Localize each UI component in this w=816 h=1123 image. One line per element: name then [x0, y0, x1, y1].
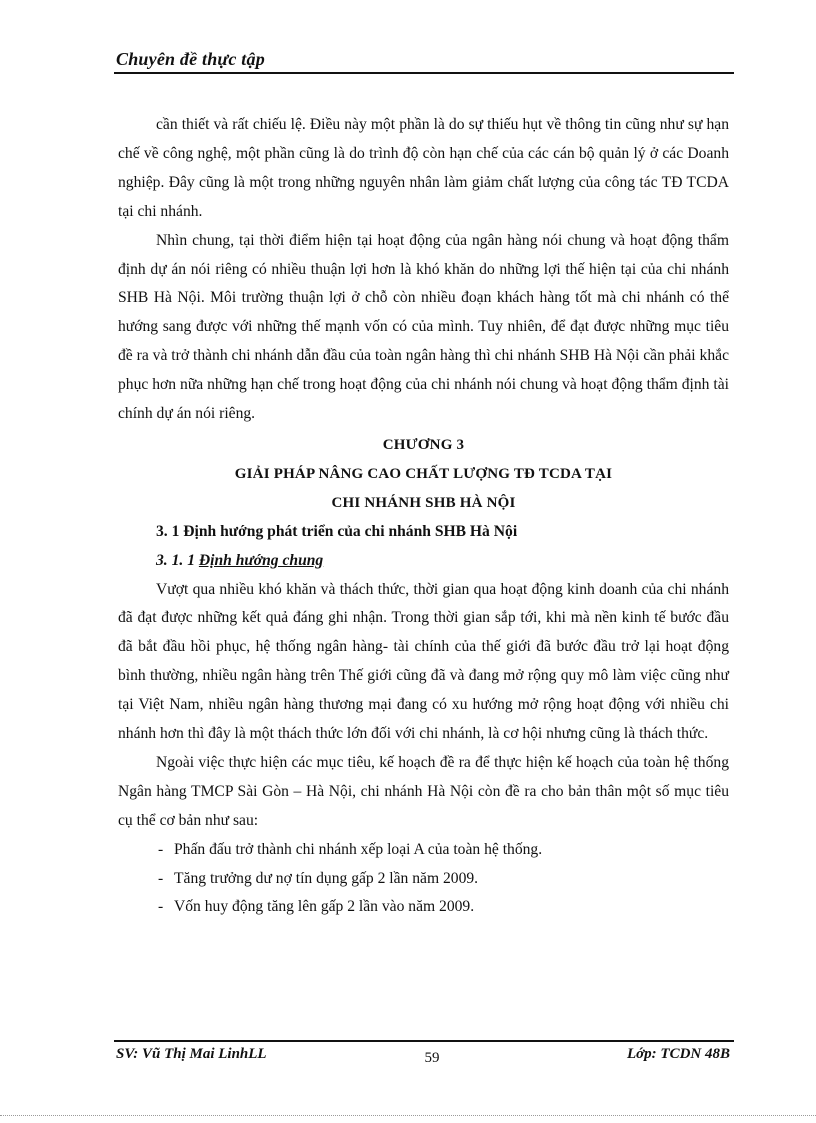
header-rule	[114, 72, 734, 74]
goals-list	[118, 836, 729, 923]
header-title: Chuyên đề thực tập	[116, 49, 265, 69]
section-heading: 3. 1 Định hướng phát triển của chi nhánh SHB Hà Nội	[156, 522, 518, 540]
subsection-heading	[118, 547, 729, 576]
chapter-title-line-2: CHI NHÁNH SHB HÀ NỘI	[331, 494, 516, 511]
list-item	[118, 865, 729, 894]
page-number: 59	[424, 1050, 440, 1066]
list-dash: -	[158, 898, 164, 916]
footer-student: SV: Vũ Thị Mai LinhLL	[116, 1046, 267, 1062]
document-body	[118, 111, 729, 922]
list-item-text: Tăng trưởng dư nợ tín dụng gấp 2 lần năm 2009.	[174, 869, 479, 887]
chapter-title-line-1: GIẢI PHÁP NÂNG CAO CHẤT LƯỢNG TĐ TCDA TẠI	[234, 465, 613, 482]
chapter-number: CHƯƠNG 3	[382, 436, 465, 453]
list-dash: -	[158, 840, 164, 858]
page-edge-divider	[0, 1115, 816, 1116]
footer-rule	[114, 1040, 734, 1042]
list-dash: -	[158, 869, 164, 887]
subsection-title: Định hướng chung	[198, 551, 324, 569]
subsection-number: 3. 1. 1	[156, 551, 199, 569]
paragraph-1: cần thiết và rất chiếu lệ. Điều này một phần là do sự thiếu hụt về thông tin cũng như sự hạn chế về công nghệ, một phần cũng là do trình độ còn hạn chế của các cán bộ quản lý ở các Doanh nghiệp. Đây cũng là một trong những nguyên nhân làm giảm chất lượng của công tác TĐ TCDA tại chi nhánh.	[118, 116, 729, 220]
list-item-text: Vốn huy động tăng lên gấp 2 lần vào năm 2009.	[174, 898, 475, 916]
footer-class: Lớp: TCDN 48B	[626, 1046, 730, 1062]
list-item-text: Phấn đấu trở thành chi nhánh xếp loại A của toàn hệ thống.	[174, 840, 543, 858]
paragraph-4: Ngoài việc thực hiện các mục tiêu, kế hoạch đề ra để thực hiện kế hoạch của toàn hệ thống Ngân hàng TMCP Sài Gòn – Hà Nội, chi nhánh Hà Nội còn đề ra cho bản thân một số mục tiêu cụ thể cơ bản như sau:	[118, 753, 729, 829]
paragraph-2: Nhìn chung, tại thời điểm hiện tại hoạt động của ngân hàng nói chung và hoạt động thẩm định dự án nói riêng có nhiều thuận lợi hơn là khó khăn do những lợi thế hiện tại của chi nhánh SHB Hà Nội. Môi trường thuận lợi ở chỗ còn nhiều đoạn khách hàng tốt mà chi nhánh có thể hướng sang được với những thế mạnh vốn có của mình. Tuy nhiên, để đạt được những mục tiêu đề ra và trở thành chi nhánh dẫn đầu của toàn ngân hàng thì chi nhánh SHB Hà Nội cần phải khắc phục hơn nữa những hạn chế trong hoạt động của chi nhánh nói chung và hoạt động thẩm định tài chính dự án nói riêng.	[118, 231, 729, 423]
list-item	[118, 836, 729, 865]
list-item	[118, 893, 729, 922]
paragraph-3: Vượt qua nhiều khó khăn và thách thức, thời gian qua hoạt động kinh doanh của chi nhánh đã đạt được những kết quả đáng ghi nhận. Trong thời gian sắp tới, khi mà nền kinh tế bước đầu đã bắt đầu hồi phục, hệ thống ngân hàng- tài chính của thế giới đã bước đầu trở lại hoạt động bình thường, nhiều ngân hàng trên Thế giới cũng đã và đang mở rộng quy mô làm việc cũng như tại Việt Nam, nhiều ngân hàng thương mại đang có xu hướng mở rộng hoạt động với nhiều chi nhánh hơn thì đây là một thách thức lớn đối với chi nhánh, là cơ hội nhưng cũng là thách thức.	[118, 580, 729, 743]
